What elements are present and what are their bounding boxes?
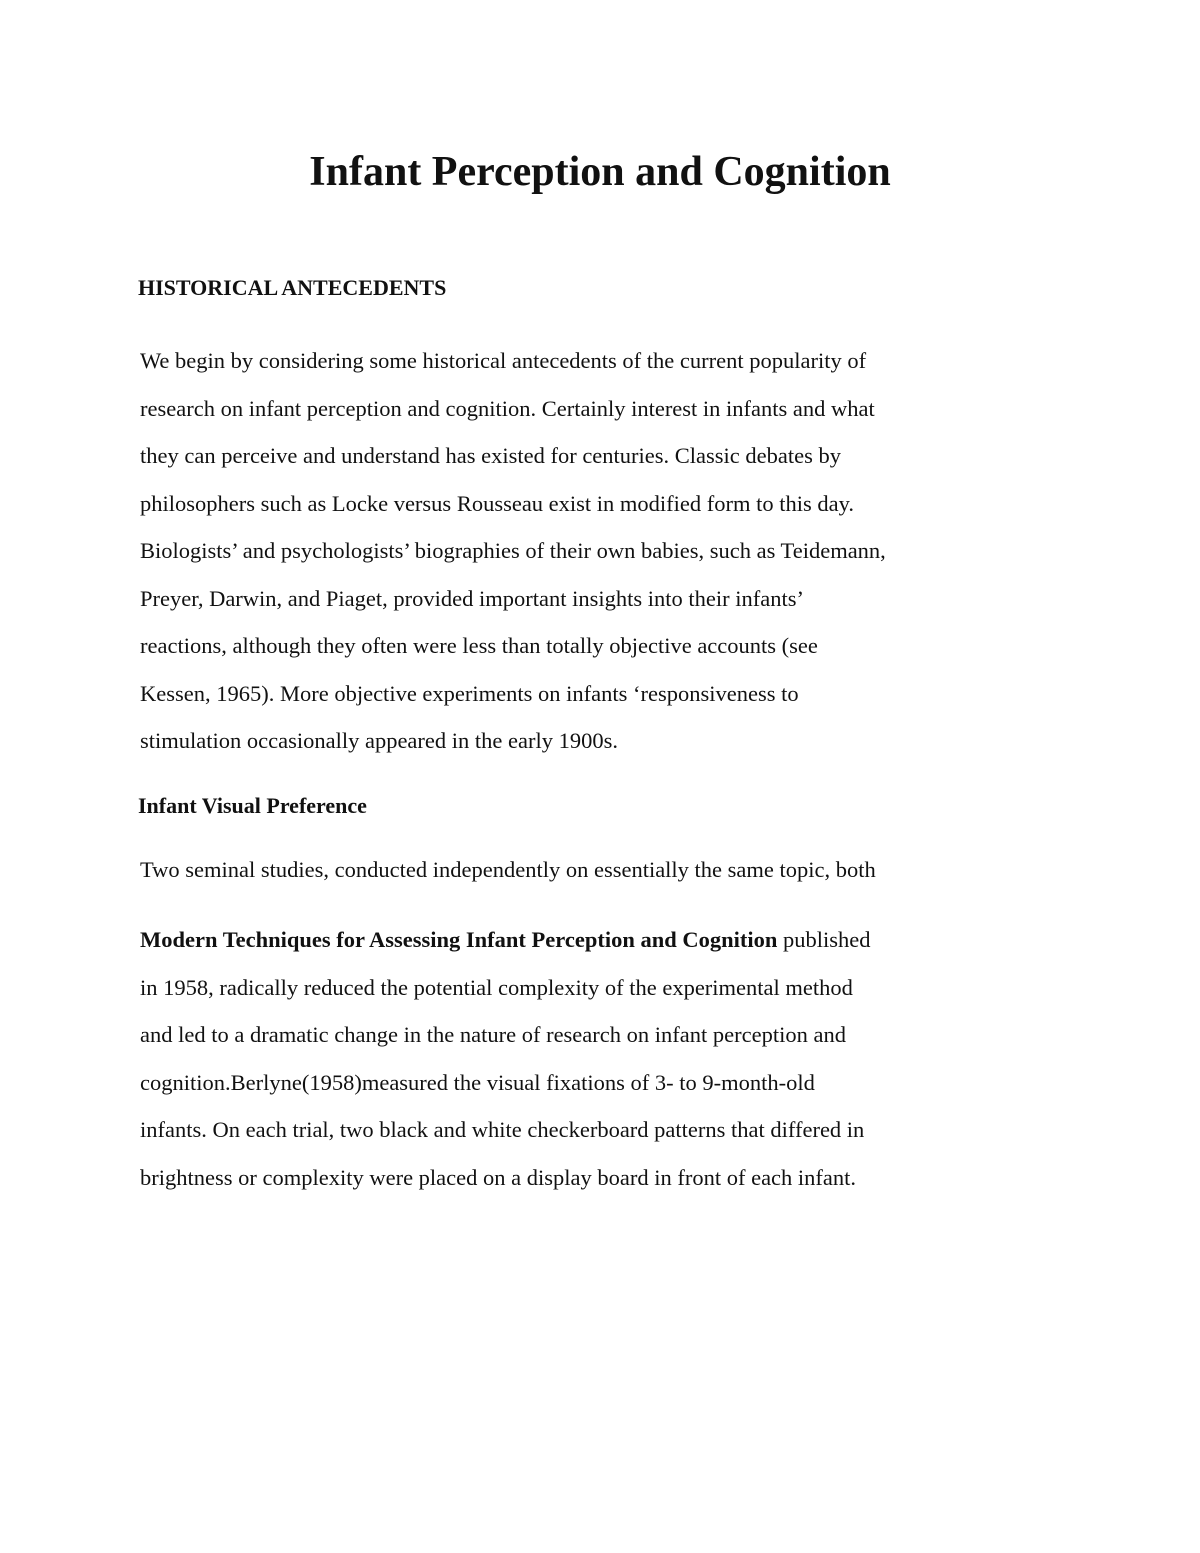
text-line: infants. On each trial, two black and white checkerboard patterns that differed in: [140, 1117, 865, 1142]
text-line: [140, 916, 1070, 964]
text-line: they can perceive and understand has existed for centuries. Classic debates by: [140, 443, 841, 468]
text-line: and led to a dramatic change in the nature of research on infant perception and: [140, 1022, 846, 1047]
text-line: stimulation occasionally appeared in the early 1900s.: [140, 728, 618, 753]
text-line: cognition.Berlyne(1958)measured the visual fixations of 3- to 9-month-old: [140, 1069, 815, 1095]
text-line: brightness or complexity were placed on a display board in front of each infant.: [140, 1164, 857, 1190]
paragraph-seminal-studies: [140, 846, 1070, 894]
paragraph-historical: [140, 337, 1070, 765]
text-line: Kessen, 1965). More objective experiments on infants ‘responsiveness to: [140, 680, 799, 706]
text-line: research on infant perception and cognition. Certainly interest in infants and what: [140, 395, 875, 421]
paragraph-modern-techniques: [140, 916, 1070, 1201]
text-line: in 1958, radically reduced the potential complexity of the experimental method: [140, 974, 853, 1000]
inline-bold-title: Modern Techniques for Assessing Infant Perception and Cognition: [140, 927, 778, 952]
inline-text: published: [777, 927, 871, 952]
section-heading: HISTORICAL ANTECEDENTS: [138, 275, 447, 300]
subheading-visual-preference: Infant Visual Preference: [138, 793, 367, 818]
text-line: Biologists’ and psychologists’ biographies of their own babies, such as Teidemann,: [140, 538, 886, 563]
text-line: philosophers such as Locke versus Rousseau exist in modified form to this day.: [140, 490, 855, 516]
text-line: Two seminal studies, conducted independently on essentially the same topic, both: [140, 857, 876, 882]
text-line: Preyer, Darwin, and Piaget, provided important insights into their infants’: [140, 585, 804, 611]
document-title: Infant Perception and Cognition: [309, 149, 891, 195]
text-line: reactions, although they often were less than totally objective accounts (see: [140, 633, 818, 658]
text-line: We begin by considering some historical antecedents of the current popularity of: [140, 348, 867, 373]
